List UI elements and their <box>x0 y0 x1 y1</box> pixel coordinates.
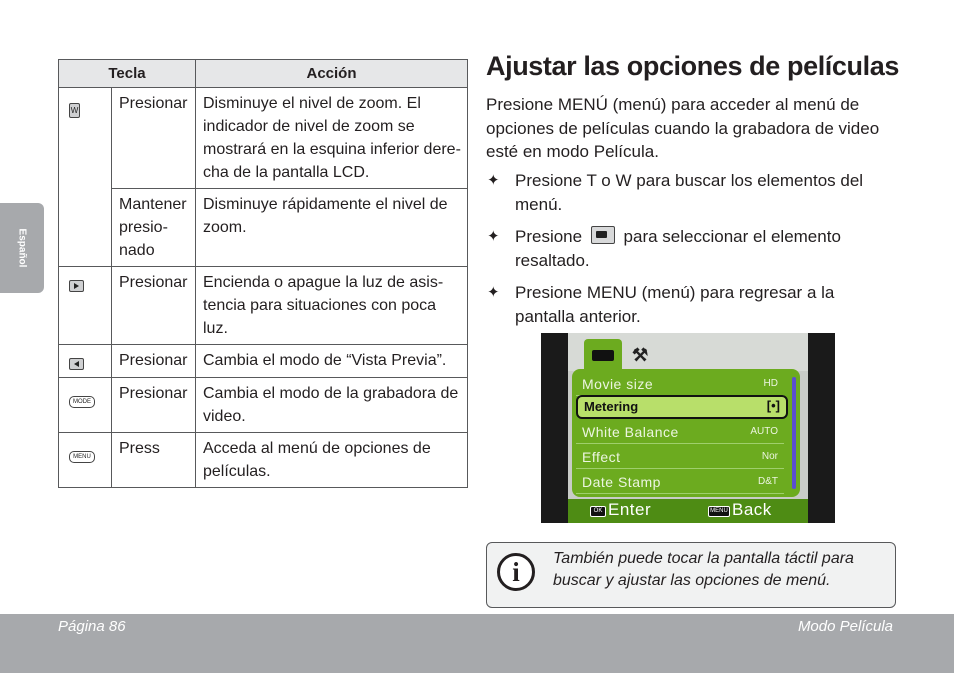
camera-key-icon <box>591 226 615 244</box>
lcd-menu-item-value: HD <box>763 378 778 389</box>
list-item <box>486 225 886 272</box>
star-bullet-icon: ✦ <box>487 172 500 189</box>
menu-badge-icon: MENU <box>708 506 730 517</box>
action-cell: Cambia el modo de la grabadora de video. <box>196 378 468 433</box>
intro-paragraph: Presione MENÚ (menú) para acceder al menú de opciones de películas cuando la grabadora de video esté en modo Película. <box>486 95 880 161</box>
action-cell: Disminuye rápidamente el nivel de zoom. <box>196 189 468 267</box>
table-row <box>59 189 468 267</box>
lcd-footer <box>568 499 808 523</box>
lcd-menu-item[interactable] <box>576 421 784 444</box>
action-cell: Acceda al menú de opciones de películas. <box>196 433 468 488</box>
column-header-key: Tecla <box>59 60 196 88</box>
lcd-menu-item[interactable] <box>576 471 784 494</box>
press-cell: Mantener presio-nado <box>112 189 196 267</box>
lcd-menu-item-value: [•] <box>766 398 780 413</box>
steps-list <box>486 169 886 328</box>
press-cell: Presionar <box>112 267 196 345</box>
step-text: Presione <box>515 227 587 246</box>
key-cell <box>59 378 112 433</box>
lcd-menu-panel <box>572 369 800 497</box>
info-note <box>486 542 896 608</box>
menu-key-icon: MENU <box>69 451 95 463</box>
movie-camera-tab-icon[interactable] <box>584 339 622 370</box>
lcd-back-label: Back <box>732 500 772 519</box>
note-text: También puede tocar la pantalla táctil para buscar y ajustar las opciones de menú. <box>553 550 854 589</box>
list-item <box>486 169 886 216</box>
lcd-menu-item[interactable] <box>576 395 788 419</box>
lcd-scrollbar[interactable] <box>792 377 796 489</box>
lcd-tab-bar <box>568 333 808 371</box>
step-text: Presione MENU (menú) para regresar a la pantalla anterior. <box>515 283 835 326</box>
lcd-screen <box>568 333 808 523</box>
lcd-menu-item-label: Effect <box>582 449 621 465</box>
table-header-row <box>59 60 468 88</box>
page-footer <box>0 614 954 673</box>
press-cell: Presionar <box>112 378 196 433</box>
press-cell: Presionar <box>112 345 196 378</box>
star-bullet-icon: ✦ <box>487 228 500 245</box>
key-cell <box>59 88 112 267</box>
key-cell <box>59 433 112 488</box>
press-cell: Presionar <box>112 88 196 189</box>
lcd-menu-item-label: Date Stamp <box>582 474 661 490</box>
lcd-menu-item-value: D&T <box>758 476 778 487</box>
page-number: Página 86 <box>58 618 126 635</box>
side-language-label: Español <box>16 228 28 268</box>
ok-badge-icon: OK <box>590 506 606 517</box>
table-row <box>59 88 468 189</box>
lcd-enter-label: Enter <box>608 500 652 519</box>
action-cell: Encienda o apague la luz de asis-tencia para situaciones con poca luz. <box>196 267 468 345</box>
press-cell: Press <box>112 433 196 488</box>
key-action-table <box>58 59 468 488</box>
lcd-menu-item[interactable] <box>576 446 784 469</box>
w-key-icon: W <box>69 103 80 118</box>
lcd-menu-item-value: Nor <box>761 451 778 462</box>
lcd-menu-item[interactable] <box>576 373 784 396</box>
lcd-menu-item-label: White Balance <box>582 424 679 440</box>
step-text: Presione T o W para buscar los elementos del menú. <box>515 171 864 214</box>
lcd-menu-item-label: Metering <box>584 399 639 414</box>
action-cell: Disminuye el nivel de zoom. El indicador de nivel de zoom se mostrará en la esquina inferior dere-cha de la pantalla LCD. <box>196 88 468 189</box>
table-row <box>59 267 468 345</box>
left-key-icon <box>69 358 84 370</box>
info-icon: i <box>497 553 535 591</box>
section-name: Modo Película <box>797 618 893 635</box>
column-header-action: Acción <box>196 60 468 88</box>
lcd-menu-list <box>576 373 788 495</box>
action-cell: Cambia el modo de “Vista Previa”. <box>196 345 468 378</box>
table-row <box>59 345 468 378</box>
lcd-menu-item-value: AUTO <box>750 426 778 437</box>
lcd-menu-item-label: Movie size <box>582 376 654 392</box>
right-key-icon <box>69 280 84 292</box>
list-item <box>486 281 886 328</box>
step-text-after: para seleccionar el elemento resaltado. <box>515 227 841 270</box>
side-language-tab <box>0 203 44 293</box>
table-row <box>59 378 468 433</box>
star-bullet-icon: ✦ <box>487 284 500 301</box>
lcd-screenshot <box>541 333 835 523</box>
setup-tools-tab-icon[interactable]: ⚒ <box>632 345 649 365</box>
key-cell <box>59 345 112 378</box>
table-row <box>59 433 468 488</box>
mode-key-icon: MODE <box>69 396 95 408</box>
section-title: Ajustar las opciones de películas <box>486 51 899 81</box>
key-cell <box>59 267 112 345</box>
